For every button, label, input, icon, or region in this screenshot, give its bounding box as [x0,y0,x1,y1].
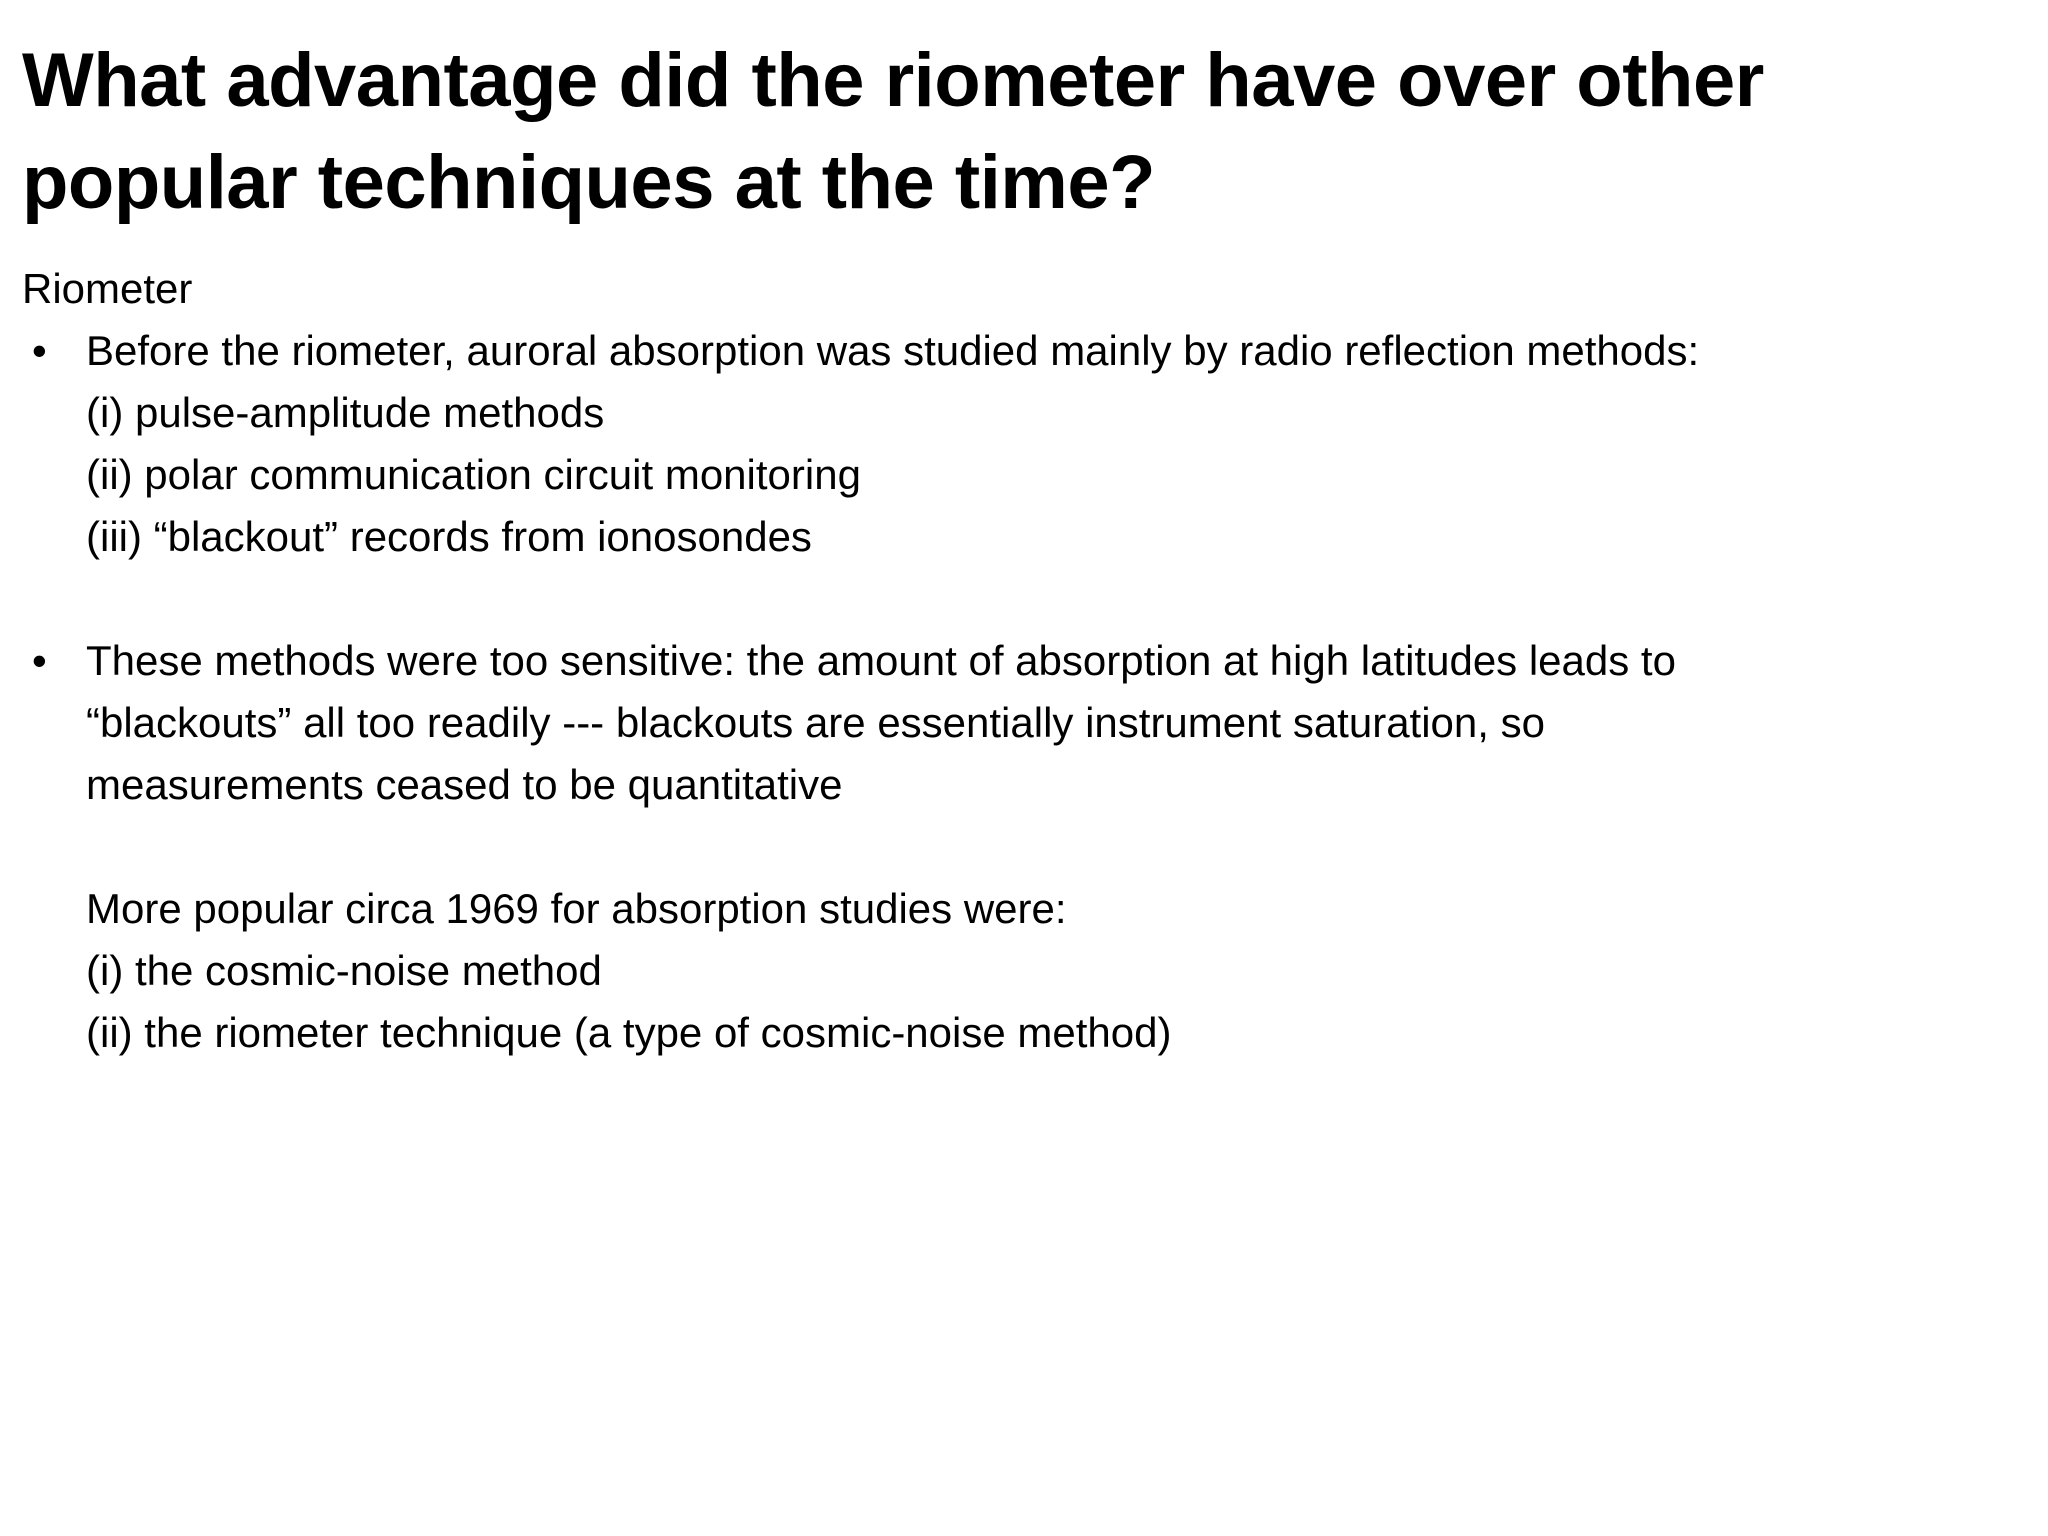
sub-item-3: (iii) “blackout” records from ionosondes [86,513,812,560]
bullet-item-1 [22,320,2022,382]
sub-item-1: (i) pulse-amplitude methods [86,389,605,436]
sub-item-2: (ii) polar communication circuit monitoring [86,451,861,498]
spacer [22,568,2022,630]
followup-line-2: (i) the cosmic-noise method [86,947,602,994]
title-line-1: What advantage did the riometer have over other [22,38,1764,123]
section-heading: Riometer [22,265,193,312]
spacer [22,816,2022,878]
title-line-2: popular techniques at the time? [22,140,1156,225]
followup-line-3: (ii) the riometer technique (a type of cosmic-noise method) [86,1009,1172,1056]
bullet-2-line-1: These methods were too sensitive: the amount of absorption at high latitudes leads to [86,637,1676,684]
slide-body [22,258,2022,1064]
bullet-icon: • [32,637,47,684]
bullet-item-2 [22,630,2022,692]
slide-title [22,30,2002,234]
bullet-2-line-3: measurements ceased to be quantitative [86,761,843,808]
bullet-icon: • [32,327,47,374]
followup-line-1: More popular circa 1969 for absorption studies were: [86,885,1067,932]
bullet-1-text: Before the riometer, auroral absorption was studied mainly by radio reflection methods: [86,327,1700,374]
bullet-2-line-2: “blackouts” all too readily --- blackouts are essentially instrument saturation, so [86,699,1545,746]
